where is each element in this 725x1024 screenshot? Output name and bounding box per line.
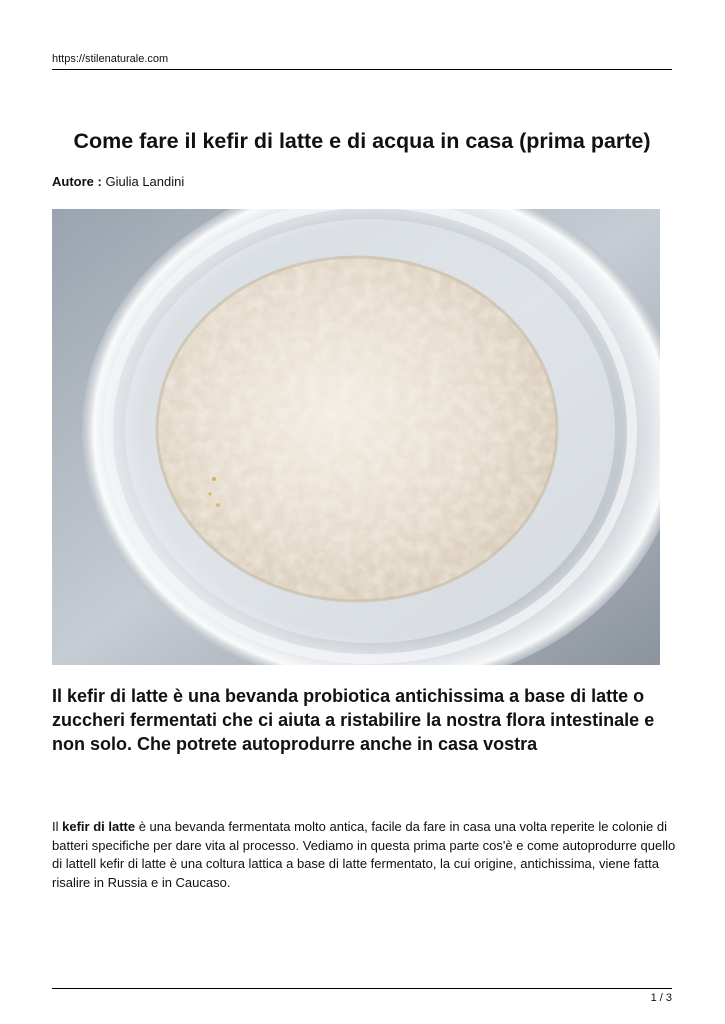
article-title: Come fare il kefir di latte e di acqua in casa (prima parte) — [73, 129, 651, 153]
body-rest: è una bevanda fermentata molto antica, facile da fare in casa una volta reperite le colonie di batteri specifiche per dare vita al processo. Vediamo in questa prima parte cos'è e come autoprodurre quello di lattell kefir di latte è una coltura lattica a base di latte fermentato, la cui origine, antichissima, viene fatta risalire in Russia e in Caucaso. — [52, 819, 676, 890]
page-number: 1 / 3 — [650, 992, 672, 1004]
kefir-jar-photo — [52, 209, 660, 665]
author-name: Giulia Landini — [105, 174, 185, 189]
author-line — [52, 174, 184, 189]
body-prefix: Il — [52, 819, 63, 834]
site-url: https://stilenaturale.com — [52, 53, 169, 65]
body-bold-term: kefir di latte — [62, 819, 136, 834]
article-body — [52, 818, 677, 892]
header-divider — [52, 69, 672, 70]
article-subtitle: Il kefir di latte è una bevanda probiotica antichissima a base di latte o zuccheri fermentati che ci aiuta a ristabilire la nostra flora intestinale e non solo. Che potrete autoprodurre anche in casa vostra — [52, 686, 655, 754]
author-label: Autore : — [52, 174, 102, 189]
footer-divider — [52, 988, 672, 989]
kefir-jar-illustration — [52, 209, 660, 665]
